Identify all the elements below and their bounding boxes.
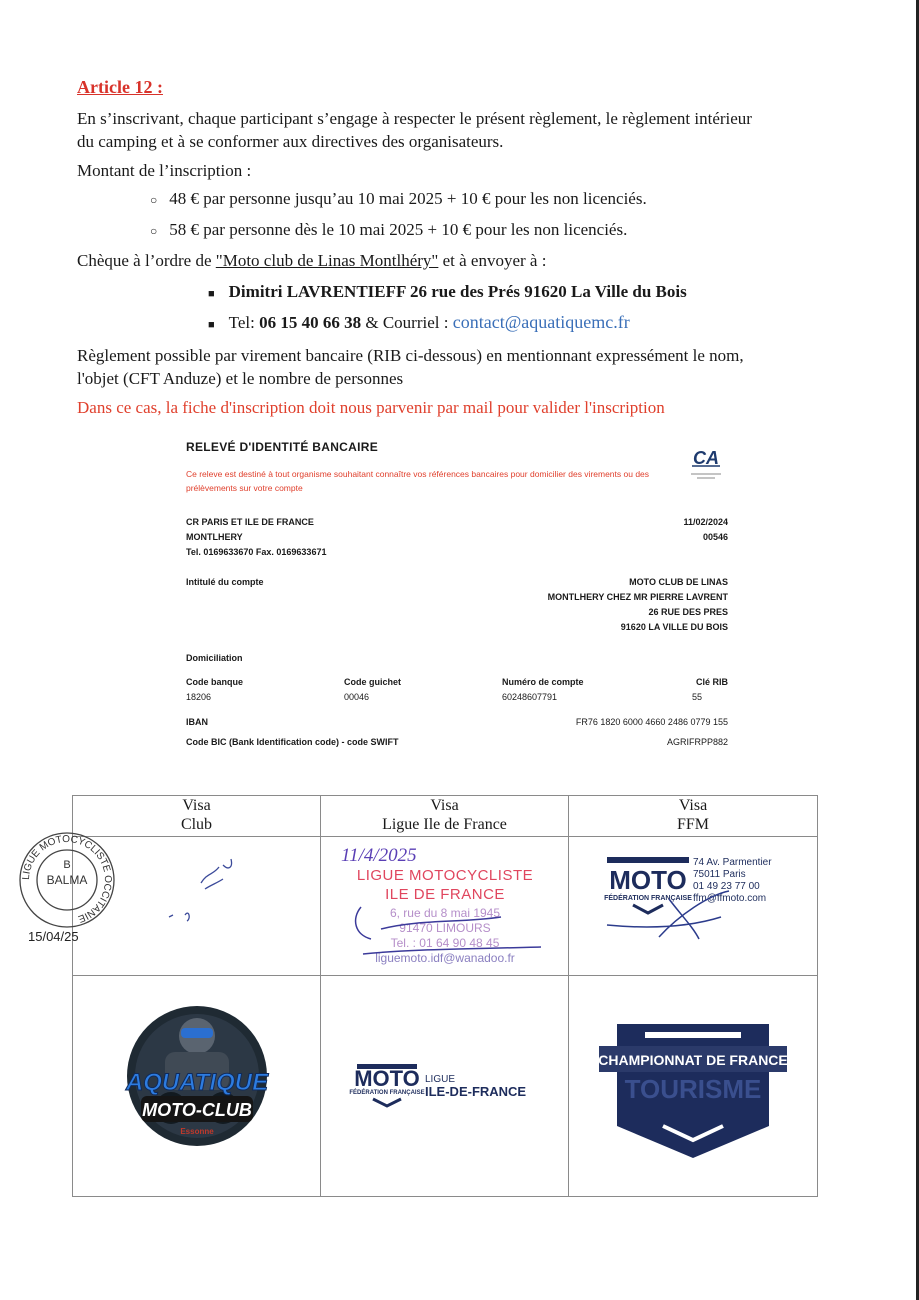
holder-line: MONTLHERY CHEZ MR PIERRE LAVRENT	[547, 592, 728, 602]
code-guichet-label: Code guichet	[344, 677, 402, 687]
rib-date-block	[683, 515, 728, 545]
address-text: Dimitri LAVRENTIEFF 26 rue des Prés 91620 La Ville du Bois	[228, 282, 687, 301]
visa-logo-row	[73, 976, 818, 1197]
bank-name: CR PARIS ET ILE DE FRANCE	[186, 517, 314, 527]
paragraph-engagement	[77, 107, 877, 153]
aquatique-logo-cell	[73, 976, 321, 1197]
code-guichet-block	[344, 675, 401, 705]
code-banque-value: 18206	[186, 692, 212, 702]
bic-value: AGRIFRPP882	[666, 737, 728, 747]
account-number-value: 60248607791	[502, 692, 558, 702]
svg-text:LIGUE MOTOCYCLISTE OCCITANIE: LIGUE MOTOCYCLISTE OCCITANIE	[20, 833, 114, 925]
code-banque-label: Code banque	[186, 677, 244, 687]
occitanie-stamp-date: 15/04/25	[28, 929, 79, 944]
paragraph-line: Règlement possible par virement bancaire (RIB ci-dessous) en mentionnant expressément le nom,	[77, 346, 744, 365]
tel-number: 06 15 40 66 38	[259, 313, 362, 332]
domiciliation-label: Domiciliation	[186, 653, 243, 663]
bank-logo	[683, 444, 729, 487]
visa-label: Visa	[430, 797, 459, 814]
paragraph-line: l'objet (CFT Anduze) et le nombre de personnes	[77, 369, 404, 388]
svg-text:ILE-DE-FRANCE: ILE-DE-FRANCE	[425, 1084, 527, 1099]
cle-rib-label: Clé RIB	[695, 677, 728, 687]
holder-line: MOTO CLUB DE LINAS	[629, 577, 728, 587]
tel-label: Tel:	[228, 313, 260, 332]
ligue-stamp-date: 11/4/2025	[341, 845, 417, 866]
visa-label: Visa	[182, 797, 211, 814]
ligue-stamp-line1: LIGUE MOTOCYCLISTE	[356, 867, 534, 884]
rib-date: 11/02/2024	[683, 517, 728, 527]
price-text: 58 € par personne dès le 10 mai 2025 + 10 € pour les non licenciés.	[169, 220, 628, 239]
price-text: 48 € par personne jusqu’au 10 mai 2025 + 10 € pour les non licenciés.	[169, 189, 647, 208]
ligue-logo-cell	[321, 976, 569, 1197]
account-number-block	[502, 675, 584, 705]
ffm-address-line: 01 49 23 77 00	[693, 881, 760, 892]
svg-text:MOTO: MOTO	[609, 865, 687, 895]
paragraph-line: En s’inscrivant, chaque participant s’engage à respecter le présent règlement, le règlement intérieur	[77, 109, 752, 128]
visa-table	[72, 795, 818, 1197]
ligue-stamp	[321, 837, 568, 970]
email-link[interactable]: contact@aquatiquemc.fr	[452, 312, 630, 332]
svg-text:FÉDÉRATION FRANÇAISE: FÉDÉRATION FRANÇAISE	[604, 895, 692, 902]
holder-line: 91620 LA VILLE DU BOIS	[620, 622, 728, 632]
circle-bullet-icon: ○	[150, 193, 158, 207]
credit-agricole-logo-icon	[683, 444, 729, 482]
bic-label: Code BIC (Bank Identification code) - code SWIFT	[186, 737, 399, 747]
ligue-stamp-line5: Tel. : 01 64 90 48 45	[390, 936, 500, 950]
ligue-stamp-line3: 6, rue du 8 mai 1945	[389, 906, 501, 920]
price-item	[150, 220, 627, 240]
visa-org: FFM	[676, 816, 710, 833]
cheque-prefix: Chèque à l’ordre de	[77, 251, 216, 270]
ffm-signature	[599, 885, 799, 945]
contact-item	[208, 312, 630, 333]
warning-text: Dans ce cas, la fiche d'inscription doit nous parvenir par mail pour valider l'inscription	[77, 398, 665, 417]
code-guichet-value: 00046	[344, 692, 370, 702]
ligue-signature	[351, 899, 551, 959]
paragraph-line: du camping et à se conformer aux directives des organisateurs.	[77, 132, 504, 151]
ligue-ile-de-france-logo	[321, 976, 569, 1191]
svg-text:Essonne: Essonne	[180, 1127, 214, 1136]
ffm-stamp	[569, 837, 817, 970]
visa-label: Visa	[678, 797, 708, 814]
cle-rib-value: 55	[692, 692, 703, 702]
occitanie-stamp	[15, 828, 119, 937]
article-title: Article 12 :	[77, 77, 163, 97]
ffm-address-line: ffm@ffmoto.com	[693, 893, 767, 904]
circle-bullet-icon: ○	[150, 224, 158, 238]
bank-tel-fax: Tel. 0169633670 Fax. 0169633671	[186, 547, 327, 557]
rib-title: RELEVÉ D'IDENTITÉ BANCAIRE	[186, 440, 379, 454]
cheque-club-name: "Moto club de Linas Montlhéry"	[215, 251, 439, 270]
svg-text:CA: CA	[693, 448, 719, 468]
svg-text:BALMA: BALMA	[46, 873, 88, 887]
svg-text:FÉDÉRATION FRANÇAISE: FÉDÉRATION FRANÇAISE	[349, 1090, 425, 1096]
occitanie-round-stamp-icon	[15, 828, 119, 932]
rib-agency-code: 00546	[702, 532, 728, 542]
aquatique-moto-club-logo	[73, 976, 321, 1191]
visa-ffm-header	[569, 796, 818, 837]
mail-label: & Courriel :	[361, 313, 453, 332]
account-number-label: Numéro de compte	[502, 677, 584, 687]
svg-text:CHAMPIONNAT DE FRANCE: CHAMPIONNAT DE FRANCE	[598, 1052, 788, 1068]
code-banque-block	[186, 675, 243, 705]
visa-stamp-row	[73, 837, 818, 976]
bank-branch: MONTLHERY	[186, 532, 243, 542]
visa-ligue-header	[321, 796, 569, 837]
iban-value: FR76 1820 6000 4660 2486 0779 155	[575, 717, 728, 727]
ligue-stamp-line4: 91470 LIMOURS	[399, 921, 491, 935]
svg-text:LIGUE: LIGUE	[425, 1074, 456, 1085]
svg-text:MOTO-CLUB: MOTO-CLUB	[142, 1100, 252, 1120]
square-bullet-icon: ■	[208, 319, 215, 331]
championnat-logo-cell	[569, 976, 818, 1197]
ffm-stamp-cell	[569, 837, 818, 976]
account-label: Intitulé du compte	[186, 577, 264, 587]
svg-text:AQUATIQUE: AQUATIQUE	[125, 1069, 269, 1096]
ligue-stamp-cell	[321, 837, 569, 976]
ligue-stamp-line2: ILE DE FRANCE	[385, 886, 505, 903]
rib-note: Ce releve est destiné à tout organisme souhaitant connaître vos références bancaires pour domicilier des virements ou des prélèvements sur votre compte	[186, 469, 650, 493]
paragraph-virement	[77, 344, 877, 390]
cle-rib-block	[679, 675, 728, 705]
svg-text:MOTO: MOTO	[354, 1066, 420, 1091]
cheque-suffix: et à envoyer à :	[438, 251, 547, 270]
iban-label: IBAN	[186, 717, 208, 727]
svg-text:TOURISME: TOURISME	[624, 1074, 762, 1104]
cheque-line	[77, 249, 546, 272]
ffm-address-line: 75011 Paris	[693, 869, 746, 880]
visa-org: Club	[180, 816, 213, 833]
square-bullet-icon: ■	[208, 288, 215, 300]
address-item	[208, 282, 687, 302]
championnat-de-france-tourisme-logo	[569, 976, 818, 1191]
svg-text:B: B	[63, 859, 71, 871]
montant-label: Montant de l’inscription :	[77, 161, 252, 180]
visa-org: Ligue Ile de France	[382, 816, 507, 833]
price-item	[150, 189, 647, 209]
bank-info	[186, 515, 326, 560]
visa-header-row	[73, 796, 818, 837]
account-holder	[548, 575, 728, 635]
ligue-stamp-line6: liguemoto.idf@wanadoo.fr	[375, 951, 515, 965]
ffm-address-line: 74 Av. Parmentier	[693, 857, 772, 868]
holder-line: 26 RUE DES PRES	[648, 607, 728, 617]
